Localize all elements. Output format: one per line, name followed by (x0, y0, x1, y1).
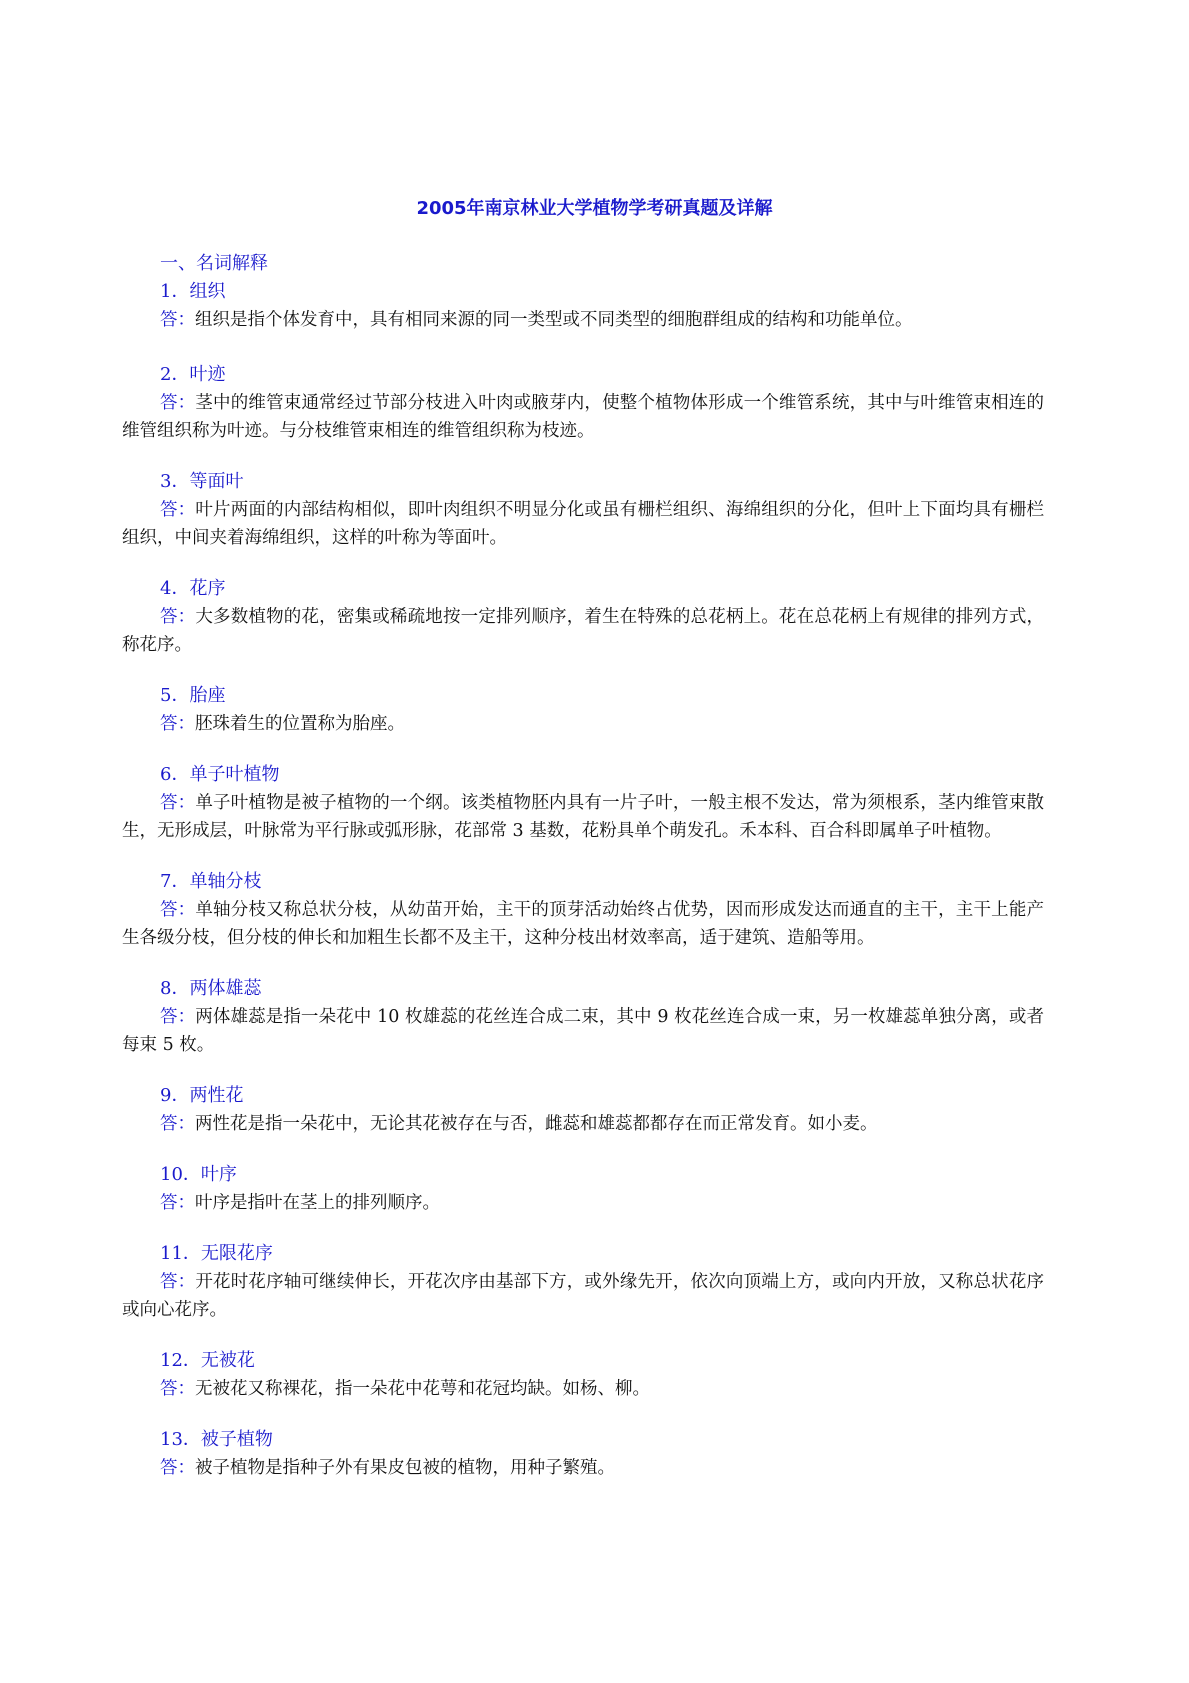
term-answer (122, 1110, 1044, 1138)
answer-text: 两性花是指一朵花中，无论其花被存在与否，雌蕊和雄蕊都都存在而正常发育。如小麦。 (195, 1114, 878, 1134)
answer-label: 答： (160, 1272, 196, 1292)
answer-label: 答： (160, 310, 195, 330)
term-title: 5．胎座 (160, 685, 226, 706)
answer-text: 组织是指个体发育中，具有相同来源的同一类型或不同类型的细胞群组成的结构和功能单位。 (195, 310, 913, 330)
answer-text: 无被花又称裸花，指一朵花中花萼和花冠均缺。如杨、柳。 (195, 1379, 650, 1399)
answer-text: 开花时花序轴可继续伸长，开花次序由基部下方，或外缘先开，依次向顶端上方，或向内开放，又称总状花序或向心花序。 (122, 1272, 1045, 1320)
document-body (122, 250, 1044, 1505)
answer-label: 答： (160, 393, 196, 413)
answer-text: 大多数植物的花，密集或稀疏地按一定排列顺序，着生在特殊的总花柄上。花在总花柄上有规律的排列方式，称花序。 (122, 607, 1045, 655)
answer-label: 答： (160, 793, 196, 813)
term-item (122, 361, 1044, 445)
document-title: 2005年南京林业大学植物学考研真题及详解 (416, 198, 773, 219)
term-title: 4．花序 (160, 578, 226, 599)
term-answer (122, 389, 1044, 445)
term-answer (122, 1268, 1044, 1324)
term-item (122, 975, 1044, 1059)
term-title: 7．单轴分枝 (160, 871, 262, 892)
answer-label: 答： (160, 1379, 195, 1399)
term-answer (122, 896, 1044, 952)
term-title: 6．单子叶植物 (160, 764, 280, 785)
term-item (122, 1240, 1044, 1324)
answer-label: 答： (160, 714, 195, 734)
section-heading: 一、名词解释 (160, 253, 268, 274)
answer-text: 叶序是指叶在茎上的排列顺序。 (195, 1193, 440, 1213)
term-title: 13．被子植物 (160, 1429, 273, 1450)
term-title: 8．两体雄蕊 (160, 978, 262, 999)
answer-text: 胚珠着生的位置称为胎座。 (195, 714, 405, 734)
term-item (122, 468, 1044, 552)
term-title: 9．两性花 (160, 1085, 244, 1106)
answer-label: 答： (160, 607, 196, 627)
term-item (122, 761, 1044, 845)
answer-text: 单子叶植物是被子植物的一个纲。该类植物胚内具有一片子叶，一般主根不发达，常为须根系，茎内维管束散生，无形成层，叶脉常为平行脉或弧形脉，花部常 3 基数，花粉具单个萌发孔。禾本科、百合科即属单子叶植物。 (122, 793, 1045, 841)
term-item (122, 278, 1044, 334)
term-answer (122, 789, 1044, 845)
term-answer (122, 496, 1044, 552)
term-title: 12．无被花 (160, 1350, 255, 1371)
term-item (122, 1347, 1044, 1403)
answer-text: 茎中的维管束通常经过节部分枝进入叶肉或腋芽内，使整个植物体形成一个维管系统，其中与叶维管束相连的维管组织称为叶迹。与分枝维管束相连的维管组织称为枝迹。 (122, 393, 1045, 441)
term-title: 2．叶迹 (160, 364, 226, 385)
term-answer (122, 306, 1044, 334)
term-item (122, 868, 1044, 952)
term-item (122, 575, 1044, 659)
term-item (122, 682, 1044, 738)
term-item (122, 1161, 1044, 1217)
term-answer (122, 1454, 1044, 1482)
term-title: 1．组织 (160, 281, 226, 302)
term-title: 3．等面叶 (160, 471, 244, 492)
answer-text: 单轴分枝又称总状分枝，从幼苗开始，主干的顶芽活动始终占优势，因而形成发达而通直的主干，主干上能产生各级分枝，但分枝的伸长和加粗生长都不及主干，这种分枝出材效率高，适于建筑、造船等用。 (122, 900, 1045, 948)
term-answer (122, 603, 1044, 659)
term-answer (122, 1003, 1044, 1059)
answer-label: 答： (160, 1007, 196, 1027)
answer-text: 被子植物是指种子外有果皮包被的植物，用种子繁殖。 (195, 1458, 615, 1478)
term-item (122, 1426, 1044, 1482)
term-title: 10．叶序 (160, 1164, 237, 1185)
answer-label: 答： (160, 900, 196, 920)
answer-label: 答： (160, 1114, 195, 1134)
term-answer (122, 710, 1044, 738)
term-answer (122, 1189, 1044, 1217)
term-item (122, 1082, 1044, 1138)
answer-label: 答： (160, 1193, 195, 1213)
term-answer (122, 1375, 1044, 1403)
answer-text: 叶片两面的内部结构相似，即叶肉组织不明显分化或虽有栅栏组织、海绵组织的分化，但叶上下面均具有栅栏组织，中间夹着海绵组织，这样的叶称为等面叶。 (122, 500, 1045, 548)
term-title: 11．无限花序 (160, 1243, 273, 1264)
answer-label: 答： (160, 500, 196, 520)
answer-text: 两体雄蕊是指一朵花中 10 枚雄蕊的花丝连合成二束，其中 9 枚花丝连合成一束，另一枚雄蕊单独分离，或者每束 5 枚。 (122, 1007, 1044, 1055)
answer-label: 答： (160, 1458, 195, 1478)
